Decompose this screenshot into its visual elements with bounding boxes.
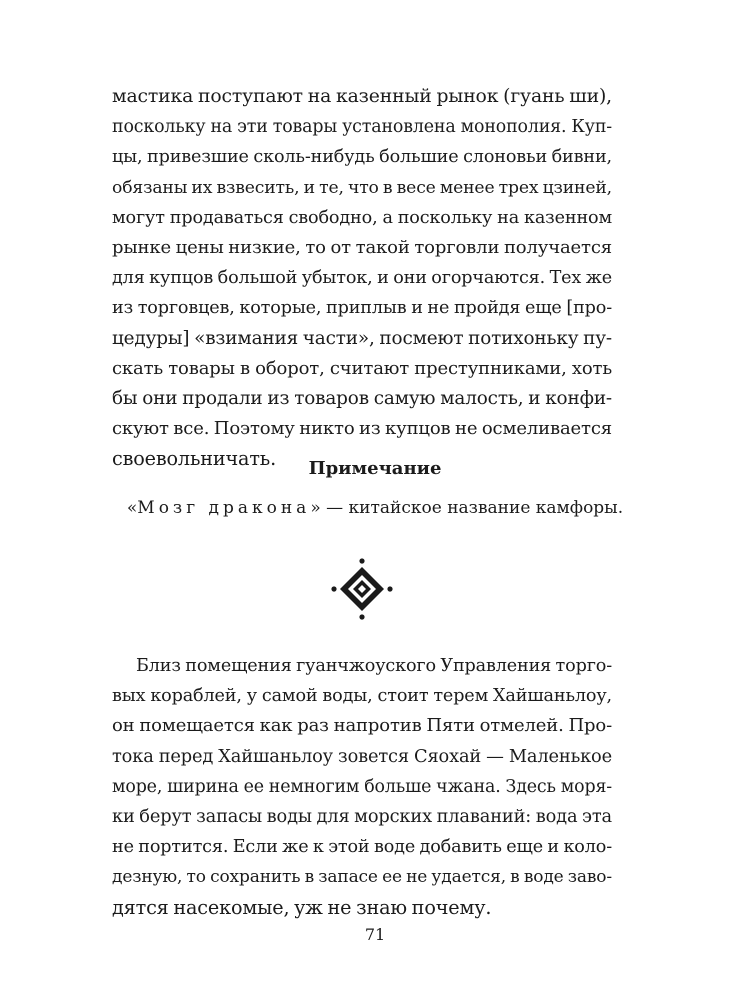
text-line: из торговцев, которые, приплыв и не пройдя еще [про-	[112, 298, 612, 319]
note-spaced-term: Мозг дракона	[137, 498, 311, 518]
text-line: не портится. Если же к этой воде добавить еще и коло-	[112, 837, 612, 858]
text-line: бы они продали из товаров самую малость, и конфи-	[112, 387, 612, 409]
page-number: 71	[364, 925, 386, 944]
text-line: тока перед Хайшаньлоу зовется Сяохай — Маленькое	[112, 745, 612, 767]
text-line: море, ширина ее немногим больше чжана. Здесь моря-	[112, 776, 612, 797]
text-line: вых кораблей, у самой воды, стоит терем Хайшаньлоу,	[112, 686, 612, 707]
note-text	[0, 496, 750, 520]
text-line: скуют все. Поэтому никто из купцов не осмеливается	[112, 418, 612, 440]
text-line: ки берут запасы воды для морских плаваний: вода эта	[112, 805, 612, 827]
note-heading: Примечание	[308, 458, 442, 479]
note-rest: » — китайское название камфоры.	[310, 498, 624, 518]
text-line: скать товары в оборот, считают преступниками, хоть	[112, 357, 612, 379]
text-line: дятся насекомые, уж не знаю почему.	[112, 895, 492, 919]
text-line: для купцов большой убыток, и они огорчаются. Тех же	[112, 268, 612, 289]
text-line: Близ помещения гуанчжоуского Управления торго-	[136, 656, 612, 676]
text-line: поскольку на эти товары установлена монополия. Куп-	[112, 117, 612, 138]
note-open-quote: «	[126, 498, 138, 518]
paragraph-main	[112, 651, 612, 923]
text-line: рынке цены низкие, то от такой торговли получается	[112, 236, 612, 258]
text-line: могут продаваться свободно, а поскольку на казенном	[112, 207, 612, 228]
text-line: дезную, то сохранить в запасе ее не удается, в воде заво-	[112, 867, 612, 888]
paragraph-continued	[112, 82, 612, 474]
text-line: он помещается как раз напротив Пяти отмелей. Про-	[112, 715, 612, 737]
text-line: обязаны их взвесить, и те, что в весе менее трех цзиней,	[112, 177, 612, 198]
text-line: своевольничать.	[112, 447, 277, 471]
diamond-ornament-icon	[331, 558, 393, 620]
text-line: мастика поступают на казенный рынок (гуань ши),	[112, 86, 612, 107]
text-line: цы, привезшие сколь-нибудь большие слоновьи бивни,	[112, 147, 612, 168]
text-line: цедуры] «взимания части», посмеют потихоньку пу-	[112, 327, 612, 349]
